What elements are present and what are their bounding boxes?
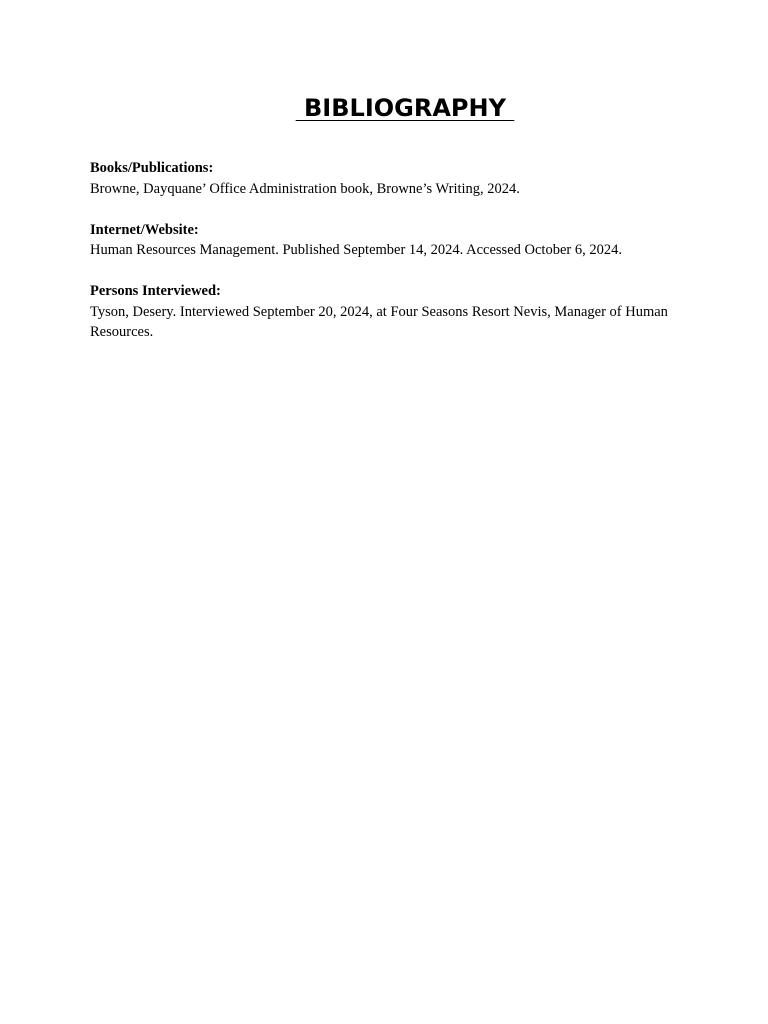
section-internet-website [90,220,670,261]
bibliography-entry: Browne, Dayquane’ Office Administration book, Browne’s Writing, 2024. [90,180,520,197]
section-heading: Internet/Website: [90,221,199,238]
bibliography-entry: Human Resources Management. Published September 14, 2024. Accessed October 6, 2024. [90,242,622,258]
page-title: BIBLIOGRAPHY [295,94,515,122]
section-heading: Books/Publications: [90,160,214,176]
section-persons-interviewed [90,281,670,343]
bibliography-entry: Tyson, Desery. Interviewed September 20, 2024, at Four Seasons Resort Nevis, Manager of Human Resources. [90,303,668,340]
section-heading: Persons Interviewed: [90,283,221,299]
section-books-publications [90,158,670,199]
bibliography-content [90,158,670,363]
